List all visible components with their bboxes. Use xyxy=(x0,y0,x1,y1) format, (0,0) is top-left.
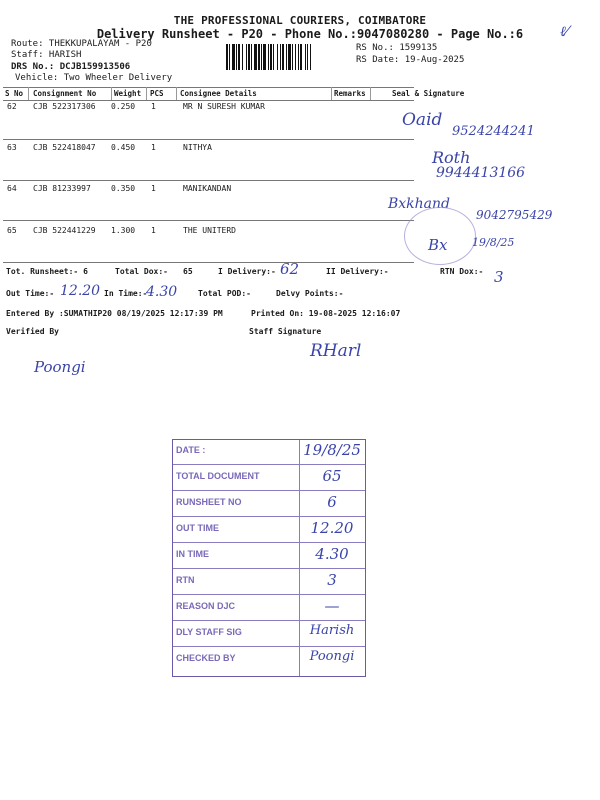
stamp-label: CHECKED BY xyxy=(176,653,236,663)
runsheet-title: Delivery Runsheet - P20 - Phone No.:9047080280 - Page No.:6 xyxy=(96,27,524,41)
barcode-bar xyxy=(307,44,308,70)
row-sno: 65 xyxy=(7,226,17,235)
row-divider xyxy=(3,180,414,181)
row-consignment: CJB 81233997 xyxy=(33,184,91,193)
row-signature: Bxkhand xyxy=(388,196,451,212)
barcode-bar xyxy=(310,44,311,70)
rtn-dox-value: 3 xyxy=(494,268,504,286)
stamp-value: 4.30 xyxy=(315,545,349,563)
barcode-bar xyxy=(229,44,230,70)
stamp-label: DLY STAFF SIG xyxy=(176,627,242,637)
stamp-row xyxy=(173,440,365,465)
barcode-bar xyxy=(261,44,262,70)
stamp-row xyxy=(173,544,365,569)
table-header-border xyxy=(3,100,414,101)
stamp-value: 65 xyxy=(322,467,342,485)
row-consignment: CJB 522441229 xyxy=(33,226,96,235)
stamp-value: Poongi xyxy=(309,649,355,664)
out-time-value: 12.20 xyxy=(60,283,101,299)
barcode-bar xyxy=(251,44,252,70)
printed-on: Printed On: 19-08-2025 12:16:07 xyxy=(251,309,401,318)
row-phone-handwritten: 9944413166 xyxy=(436,165,526,181)
row-weight: 0.350 xyxy=(111,184,136,193)
verification-stamp xyxy=(172,439,366,677)
verified-signature: Poongi xyxy=(34,358,86,376)
header-weight: Weight xyxy=(114,89,142,98)
stamp-row xyxy=(173,518,365,543)
barcode-bar xyxy=(300,44,302,70)
barcode-bar xyxy=(286,44,287,70)
row-divider xyxy=(3,220,414,221)
column-divider xyxy=(111,87,112,100)
barcode-bar xyxy=(280,44,281,70)
drs-number: DRS No.: DCJB159913506 xyxy=(11,62,131,72)
row-weight: 0.250 xyxy=(111,102,136,111)
total-pod-label: Total POD:- xyxy=(198,289,251,298)
barcode-bar xyxy=(295,44,296,70)
row-pcs: 1 xyxy=(151,102,156,111)
row-consignment: CJB 522317306 xyxy=(33,102,96,111)
i-delivery-label: I Delivery:- xyxy=(218,267,276,276)
stamp-label: TOTAL DOCUMENT xyxy=(176,471,260,481)
row-consignee: NITHYA xyxy=(183,143,212,152)
route-label: Route: THEKKUPALAYAM - P20 xyxy=(11,39,152,49)
row-divider xyxy=(3,139,414,140)
barcode-bar xyxy=(258,44,260,70)
row-weight: 1.300 xyxy=(111,226,136,235)
rtn-dox-label: RTN Dox:- xyxy=(440,267,484,276)
stamp-value: 6 xyxy=(327,493,337,511)
stamp-row xyxy=(173,622,365,647)
row-phone-handwritten: 9524244241 xyxy=(452,124,535,139)
table-bottom-border xyxy=(3,262,414,263)
stamp-row xyxy=(173,492,365,517)
header-consignee: Consignee Details xyxy=(180,89,257,98)
barcode-bar xyxy=(292,44,293,70)
stamp-label: REASON DJC xyxy=(176,601,236,611)
barcode-bar xyxy=(226,44,228,70)
row-consignment: CJB 522418047 xyxy=(33,143,96,152)
company-name: THE PROFESSIONAL COURIERS, COIMBATORE xyxy=(173,14,427,27)
row-consignee: THE UNITERD xyxy=(183,226,236,235)
barcode-bar xyxy=(263,44,266,70)
stamp-value: 12.20 xyxy=(310,519,354,537)
in-time-label: In Time:- xyxy=(104,289,148,298)
table-top-border xyxy=(3,87,414,88)
barcode-bar xyxy=(288,44,291,70)
barcode-bar xyxy=(248,44,250,70)
stamp-value: 3 xyxy=(327,571,337,589)
out-time-label: Out Time:- xyxy=(6,289,55,298)
stamp-value: 19/8/25 xyxy=(303,441,361,459)
staff-signature-label: Staff Signature xyxy=(249,327,322,336)
total-dox-value: 65 xyxy=(183,267,193,276)
column-divider xyxy=(331,87,332,100)
barcode-bar xyxy=(273,44,274,70)
barcode-bar xyxy=(282,44,284,70)
staff-signature: RHarl xyxy=(310,341,362,361)
column-divider xyxy=(28,87,29,100)
staff-label: Staff: HARISH xyxy=(11,50,82,60)
in-time-value: 4.30 xyxy=(146,284,178,300)
barcode-bar xyxy=(246,44,247,70)
barcode-bar xyxy=(270,44,272,70)
total-runsheet: Tot. Runsheet:- 6 xyxy=(6,267,88,276)
barcode-bar xyxy=(242,44,243,70)
row-signature: Oaid xyxy=(402,110,443,130)
verified-by-label: Verified By xyxy=(6,327,59,336)
row-signature: Bx xyxy=(428,236,448,254)
row-sno: 63 xyxy=(7,143,17,152)
stamp-label: RTN xyxy=(176,575,195,585)
row-pcs: 1 xyxy=(151,143,156,152)
stamp-row xyxy=(173,466,365,491)
rs-number: RS No.: 1599135 xyxy=(356,43,438,53)
barcode-bar xyxy=(298,44,299,70)
barcode-bar xyxy=(236,44,237,70)
ii-delivery-label: II Delivery:- xyxy=(326,267,389,276)
stamp-label: DATE : xyxy=(176,445,206,455)
stamp-label: OUT TIME xyxy=(176,523,219,533)
stamp-value: Harish xyxy=(309,623,355,638)
total-dox-label: Total Dox:- xyxy=(115,267,168,276)
rs-date: RS Date: 19-Aug-2025 xyxy=(356,55,465,65)
row-phone-handwritten: 9042795429 xyxy=(476,208,553,222)
stamp-row xyxy=(173,596,365,621)
header-pcs: PCS xyxy=(150,89,164,98)
barcode-bar xyxy=(238,44,240,70)
corner-handwritten-mark: ℓ⁄ xyxy=(560,24,569,40)
row-pcs: 1 xyxy=(151,184,156,193)
row-consignee: MANIKANDAN xyxy=(183,184,232,193)
delvy-points-label: Delvy Points:- xyxy=(276,289,344,298)
entered-by: Entered By :SUMATHIP20 08/19/2025 12:17:39 PM xyxy=(6,309,223,318)
header-remarks: Remarks xyxy=(334,89,366,98)
row-date-handwritten: 19/8/25 xyxy=(472,236,515,249)
row-sno: 64 xyxy=(7,184,17,193)
barcode-icon xyxy=(226,44,354,70)
header-sno: S No xyxy=(5,89,24,98)
stamp-label: IN TIME xyxy=(176,549,209,559)
barcode-bar xyxy=(232,44,235,70)
stamp-row xyxy=(173,648,365,672)
i-delivery-value: 62 xyxy=(280,260,300,278)
header-consignment: Consignment No xyxy=(33,89,97,98)
row-sno: 62 xyxy=(7,102,17,111)
vehicle-label: Vehicle: Two Wheeler Delivery xyxy=(15,73,173,83)
row-consignee: MR N SURESH KUMAR xyxy=(183,102,265,111)
column-divider xyxy=(146,87,147,100)
column-divider xyxy=(370,87,371,100)
stamp-row xyxy=(173,570,365,595)
barcode-bar xyxy=(254,44,257,70)
barcode-bar xyxy=(268,44,269,70)
barcode-bar xyxy=(277,44,278,70)
header-seal: Seal & Signature xyxy=(392,89,465,98)
row-pcs: 1 xyxy=(151,226,156,235)
stamp-label: RUNSHEET NO xyxy=(176,497,242,507)
barcode-bar xyxy=(305,44,306,70)
stamp-value: — xyxy=(324,597,340,615)
column-divider xyxy=(176,87,177,100)
row-signature: Roth xyxy=(432,148,471,167)
row-weight: 0.450 xyxy=(111,143,136,152)
